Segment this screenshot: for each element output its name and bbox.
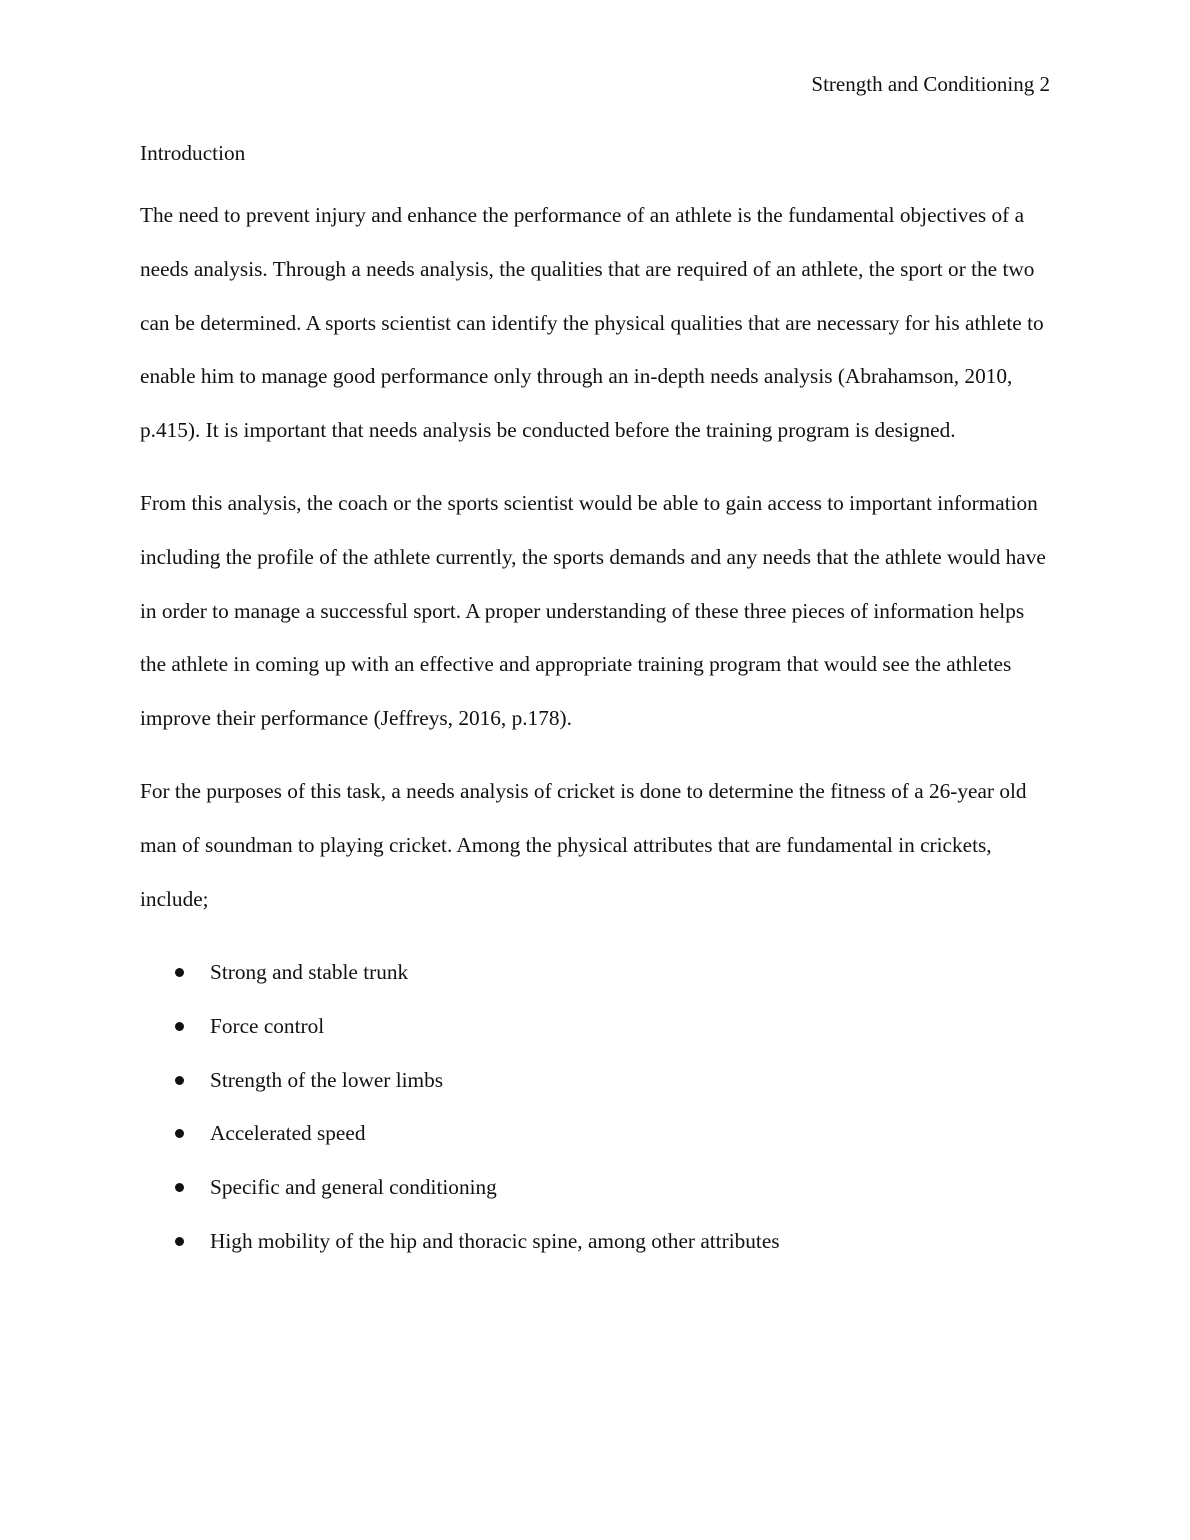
attribute-list	[140, 946, 1055, 1268]
list-item-text: Accelerated speed	[210, 1121, 366, 1146]
running-head: Strength and Conditioning 2	[811, 72, 1050, 96]
bullet-icon	[175, 1183, 184, 1192]
list-item-text: Specific and general conditioning	[210, 1175, 497, 1200]
paragraph: From this analysis, the coach or the sports scientist would be able to gain access to important information including the profile of the athlete currently, the sports demands and any needs that the athlete would have in order to manage a successful sport. A proper understanding of these three pieces of information helps the athlete in coming up with an effective and appropriate training program that would see the athletes improve their performance (Jeffreys, 2016, p.178).	[140, 490, 1046, 731]
document-body	[140, 138, 1055, 1267]
bullet-icon	[175, 1237, 184, 1246]
section-heading: Introduction	[140, 141, 246, 165]
bullet-icon	[175, 1022, 184, 1031]
list-item	[140, 1000, 1055, 1054]
paragraph: For the purposes of this task, a needs analysis of cricket is done to determine the fitness of a 26-year old man of soundman to playing cricket. Among the physical attributes that are fundamental in crickets, include;	[140, 778, 1027, 911]
list-item	[140, 946, 1055, 1000]
list-item	[140, 1161, 1055, 1215]
list-item-text: Strength of the lower limbs	[210, 1067, 444, 1092]
paragraph: The need to prevent injury and enhance the performance of an athlete is the fundamental objectives of a needs analysis. Through a needs analysis, the qualities that are required of an athlete, the sport or the two can be determined. A sports scientist can identify the physical qualities that are necessary for his athlete to enable him to manage good performance only through an in-depth needs analysis (Abrahamson, 2010, p.415). It is important that needs analysis be conducted before the training program is designed.	[140, 203, 1044, 443]
bullet-icon	[175, 1076, 184, 1085]
list-item-text: Strong and stable trunk	[210, 960, 409, 985]
list-item-text: High mobility of the hip and thoracic spine, among other attributes	[210, 1228, 780, 1253]
list-item	[140, 1054, 1055, 1108]
list-item-text: Force control	[210, 1014, 325, 1039]
list-item	[140, 1215, 1055, 1269]
list-item	[140, 1107, 1055, 1161]
bullet-icon	[175, 1129, 184, 1138]
bullet-icon	[175, 968, 184, 977]
